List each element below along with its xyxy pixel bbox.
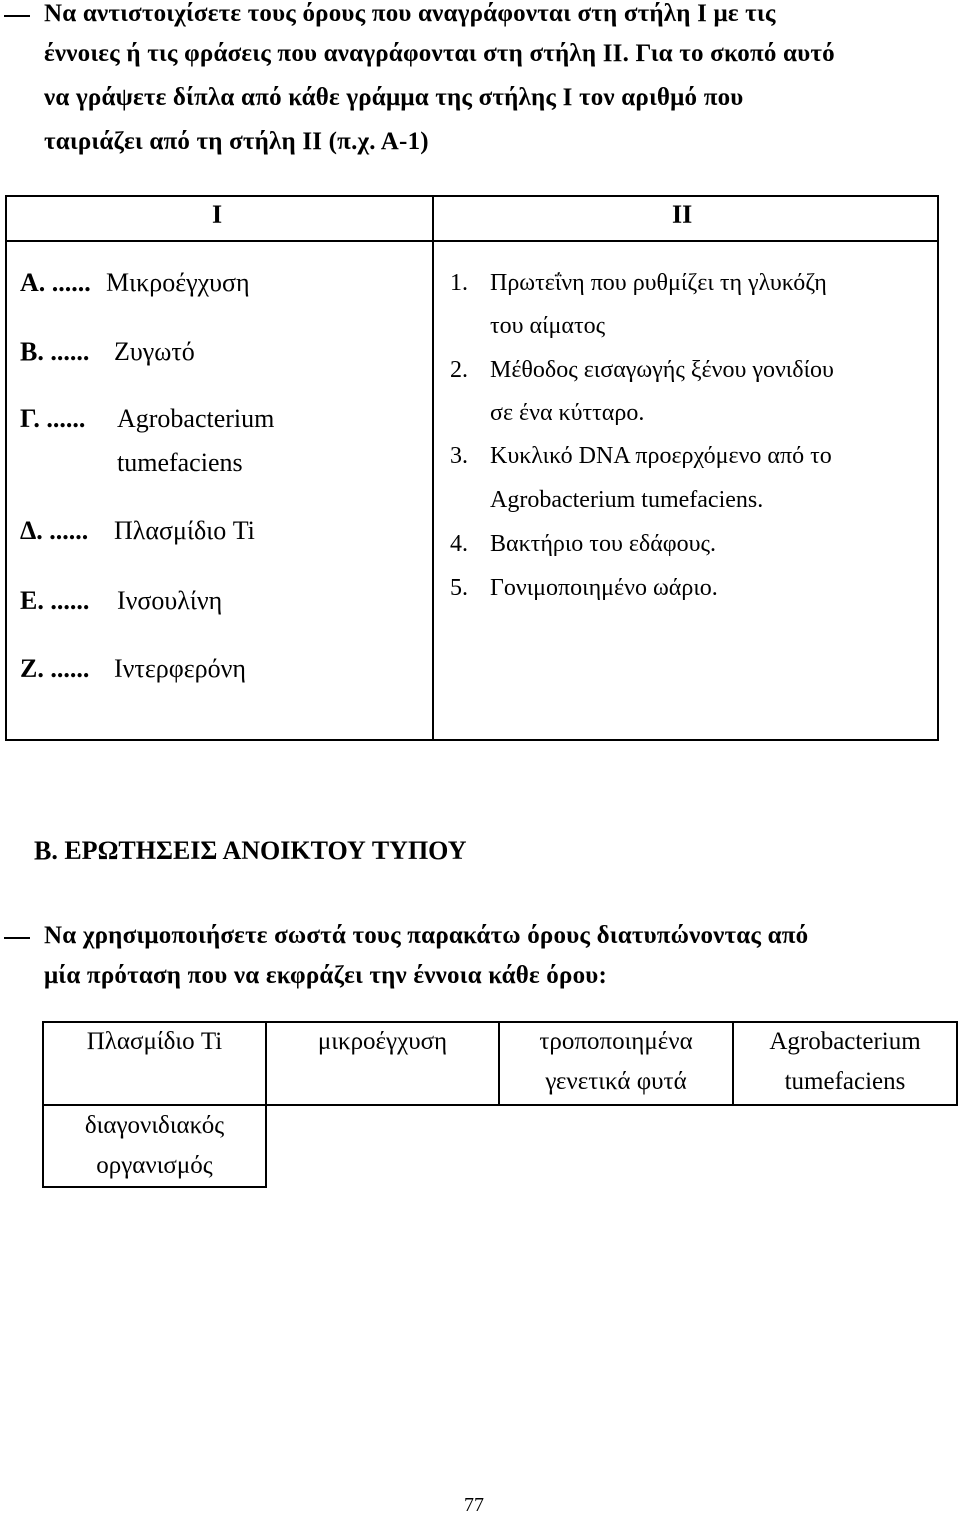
table-column-divider (432, 195, 434, 741)
col2-text: Γονιμοποιημένο ωάριο. (490, 575, 718, 601)
terms-border-bottom (42, 1186, 267, 1188)
table-border-right (937, 195, 939, 741)
table-border-left (5, 195, 7, 741)
col1-letter: Γ. ...... (20, 404, 86, 433)
col1-term: Ζυγωτό (114, 337, 195, 366)
col1-term: Μικροέγχυση (106, 268, 250, 297)
col1-term: Πλασμίδιο Ti (114, 516, 255, 545)
instruction-line-1: Να αντιστοιχίσετε τους όρους που αναγράφονται στη στήλη Ι με τις (44, 0, 776, 27)
term-cell (44, 1106, 265, 1186)
term-line: οργανισμός (96, 1152, 213, 1179)
term-line: tumefaciens (784, 1068, 906, 1095)
col2-number: 3. (450, 443, 468, 469)
col2-text: Βακτήριο του εδάφους. (490, 531, 717, 557)
section-b-heading: Β. ΕΡΩΤΗΣΕΙΣ ΑΝΟΙΚΤΟΥ ΤΥΠΟΥ (34, 836, 467, 865)
term-cell (734, 1022, 956, 1102)
col2-text-continued: σε ένα κύτταρο. (490, 400, 645, 426)
term-line: μικροέγχυση (317, 1028, 448, 1055)
term-cell (44, 1022, 265, 1062)
term-line: διαγονιδιακός (84, 1112, 225, 1139)
instruction-line-3: να γράψετε δίπλα από κάθε γράμμα της στήλης Ι τον αριθμό που (44, 84, 744, 111)
col2-number: 1. (450, 270, 468, 296)
col1-term: Ιντερφερόνη (114, 654, 247, 683)
col2-text: Πρωτεΐνη που ρυθμίζει τη γλυκόζη (490, 270, 827, 296)
col1-letter: Δ. ...... (20, 516, 89, 545)
col2-number: 5. (450, 575, 468, 601)
term-line: τροποποιημένα (539, 1028, 693, 1055)
column-2-header: ΙΙ (672, 200, 693, 229)
col1-term-continued: tumefaciens (117, 448, 243, 477)
table-border-bottom (5, 739, 939, 741)
col2-text-continued: του αίματος (490, 313, 606, 339)
instruction-line-2: έννοιες ή τις φράσεις που αναγράφονται στη στήλη ΙΙ. Για το σκοπό αυτό (44, 40, 835, 67)
section-b-instruction-line-2: μία πρόταση που να εκφράζει την έννοια κάθε όρου: (44, 962, 607, 989)
terms-border-right (956, 1021, 958, 1106)
col2-number: 4. (450, 531, 468, 557)
col1-letter: Β. ...... (20, 337, 90, 366)
term-cell (500, 1022, 732, 1102)
col1-letter: Ε. ...... (20, 586, 90, 615)
dash-bullet (4, 937, 30, 939)
term-cell (267, 1022, 498, 1062)
col1-term: Ινσουλίνη (117, 586, 223, 615)
term-line: Πλασμίδιο Ti (86, 1028, 223, 1055)
col2-text: Μέθοδος εισαγωγής ξένου γονιδίου (490, 357, 834, 383)
column-1-header: Ι (212, 200, 223, 229)
col2-number: 2. (450, 357, 468, 383)
table-header-divider (5, 240, 939, 242)
col1-letter: Ζ. ...... (20, 654, 90, 683)
table-border-top (5, 195, 939, 197)
section-b-instruction-line-1: Να χρησιμοποιήσετε σωστά τους παρακάτω όρους διατυπώνοντας από (44, 922, 809, 949)
col1-term: Agrobacterium (117, 404, 275, 433)
col1-letter: Α. ...... (20, 268, 91, 297)
col2-text-continued: Agrobacterium tumefaciens. (490, 487, 764, 513)
page-number: 77 (464, 1494, 484, 1516)
term-line: γενετικά φυτά (545, 1068, 687, 1095)
instruction-line-4: ταιριάζει από τη στήλη ΙΙ (π.χ. Α-1) (44, 128, 429, 155)
term-line: Agrobacterium (769, 1028, 921, 1055)
dash-bullet (4, 15, 30, 17)
col2-text: Κυκλικό DNA προερχόμενο από το (490, 443, 832, 469)
